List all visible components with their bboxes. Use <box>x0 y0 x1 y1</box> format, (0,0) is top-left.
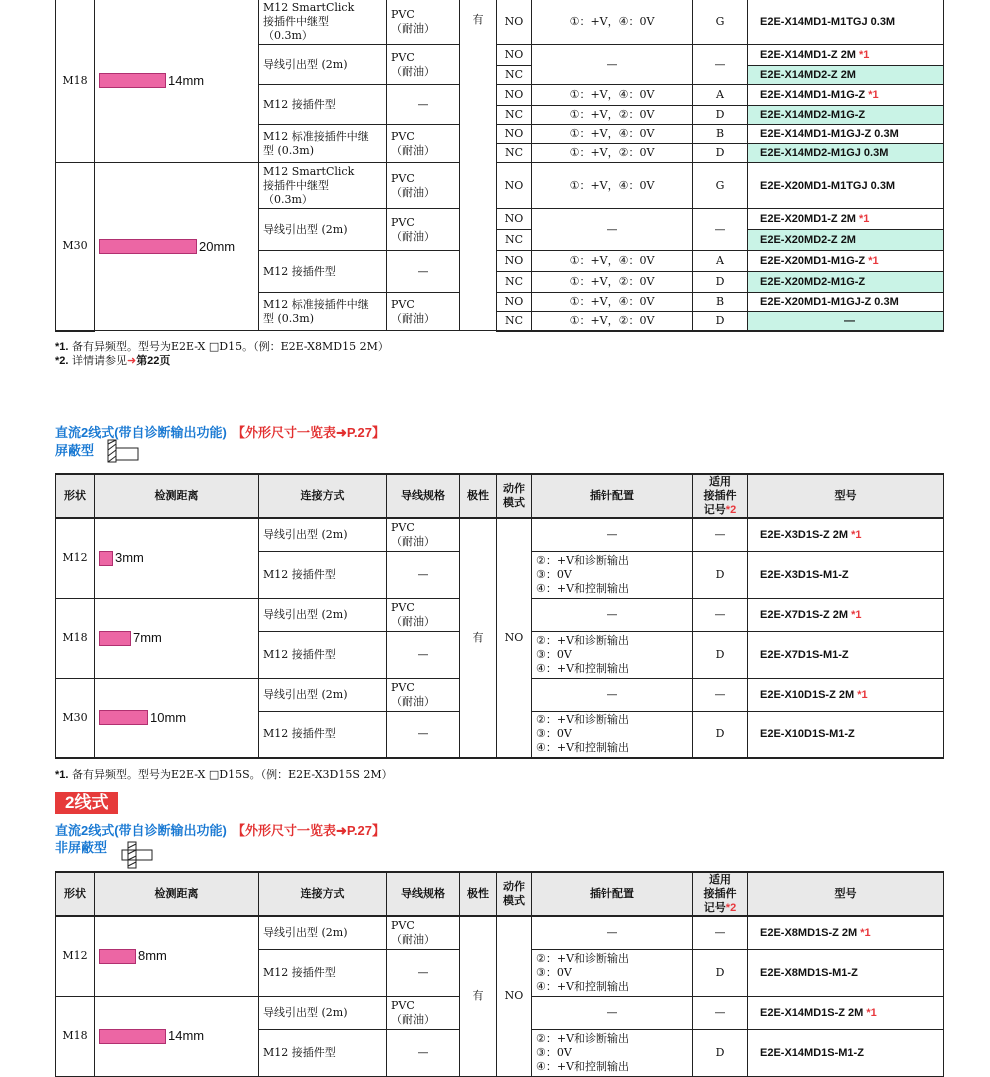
table2-note-mark: *1. <box>55 769 69 781</box>
header-wire: 导线规格 <box>387 474 460 518</box>
polarity-cell: 有 <box>460 916 497 1076</box>
footnote-star: *2 <box>725 504 737 516</box>
model-number: — <box>748 312 944 331</box>
model-number: E2E-X7D1S-Z 2M *1 <box>748 598 944 631</box>
detect-distance <box>95 598 259 678</box>
section3-subtitle-row <box>55 837 107 856</box>
operation-mode: NO <box>497 916 532 1076</box>
connector-mark: D <box>693 106 748 125</box>
connection-type: 导线引出型 (2m) <box>259 209 387 251</box>
model-number: E2E-X8MD1S-M1-Z <box>748 949 944 996</box>
wire-spec: — <box>387 251 460 293</box>
detect-distance <box>95 916 259 996</box>
distance-label: 10mm <box>150 709 187 725</box>
operation-mode: NC <box>497 106 532 125</box>
shape-cell: M18 <box>56 996 95 1076</box>
detect-distance <box>95 163 259 331</box>
shape-cell: M30 <box>56 678 95 758</box>
header-shape: 形状 <box>56 474 95 518</box>
pin-config: ②：+V和诊断输出 ③：0V ④：+V和控制输出 <box>532 711 693 758</box>
pin-config: — <box>532 678 693 711</box>
section2-subtitle-row <box>55 440 94 459</box>
wire-spec: — <box>387 631 460 678</box>
note2-page-link[interactable]: 第22页 <box>136 355 171 367</box>
pin-config: ①：+V，④：0V <box>532 293 693 312</box>
connector-mark: A <box>693 85 748 106</box>
distance-bar <box>99 710 148 725</box>
connection-type: M12 接插件型 <box>259 711 387 758</box>
table2-body <box>56 518 944 758</box>
distance-bar <box>99 1029 166 1044</box>
model-number: E2E-X8MD1S-Z 2M *1 <box>748 916 944 949</box>
pin-config: ①：+V，②：0V <box>532 106 693 125</box>
distance-label: 14mm <box>168 1028 205 1043</box>
section2-title: 直流2线式(带自诊断输出功能) <box>55 425 227 440</box>
wire-spec: PVC （耐油） <box>387 163 460 209</box>
model-number: E2E-X20MD2-M1G-Z <box>748 272 944 293</box>
connection-type: M12 接插件型 <box>259 949 387 996</box>
footnote-star: *1 <box>859 49 870 61</box>
table-dc3wire-cont <box>55 0 944 332</box>
operation-mode: NO <box>497 209 532 230</box>
connection-type: M12 SmartClick 接插件中继型 （0.3m） <box>259 163 387 209</box>
model-number: E2E-X14MD2-M1G-Z <box>748 106 944 125</box>
model-number: E2E-X3D1S-Z 2M *1 <box>748 518 944 551</box>
connector-mark: B <box>693 293 748 312</box>
model-number: E2E-X20MD2-Z 2M <box>748 230 944 251</box>
pin-config: ①：+V，④：0V <box>532 251 693 272</box>
two-wire-badge <box>55 788 118 813</box>
wire-spec: — <box>387 85 460 125</box>
operation-mode: NO <box>497 0 532 45</box>
footnote-star: *1 <box>866 1006 877 1019</box>
footnote-star: *1 <box>851 608 862 621</box>
footnote-star: *1 <box>860 926 871 939</box>
connection-type: 导线引出型 (2m) <box>259 598 387 631</box>
footnote-star: *1 <box>868 89 879 101</box>
pin-config: ①：+V，②：0V <box>532 272 693 293</box>
model-number: E2E-X14MD2-Z 2M <box>748 66 944 85</box>
header-mode: 动作 模式 <box>497 872 532 916</box>
header-pol: 极性 <box>460 872 497 916</box>
shape-cell: M18 <box>56 598 95 678</box>
section3-title: 直流2线式(带自诊断输出功能) <box>55 823 227 838</box>
connector-mark: D <box>693 711 748 758</box>
wire-spec: PVC （耐油） <box>387 678 460 711</box>
model-number: E2E-X14MD1-Z 2M *1 <box>748 45 944 66</box>
model-number: E2E-X14MD1-M1TGJ 0.3M <box>748 0 944 45</box>
footnote-star: *1 <box>857 688 868 701</box>
footnote-star: *1 <box>859 213 870 225</box>
distance-bar <box>99 949 136 964</box>
connector-mark: — <box>693 45 748 85</box>
connector-mark: — <box>693 678 748 711</box>
connection-type: M12 标准接插件中继 型 (0.3m) <box>259 125 387 163</box>
operation-mode: NC <box>497 230 532 251</box>
connection-type: M12 标准接插件中继 型 (0.3m) <box>259 293 387 331</box>
table-row <box>56 916 944 949</box>
detect-distance <box>95 518 259 598</box>
model-number: E2E-X14MD1S-M1-Z <box>748 1029 944 1076</box>
connection-type: 导线引出型 (2m) <box>259 996 387 1029</box>
table-shielded <box>55 473 944 759</box>
header-model: 型号 <box>748 474 944 518</box>
polarity-cell: 有 <box>460 0 497 331</box>
model-number: E2E-X7D1S-M1-Z <box>748 631 944 678</box>
distance-label: 14mm <box>168 72 205 88</box>
distance-bar <box>99 239 197 254</box>
operation-mode: NO <box>497 293 532 312</box>
pin-config: ①：+V，④：0V <box>532 85 693 106</box>
model-number: E2E-X14MD1S-Z 2M *1 <box>748 996 944 1029</box>
table2-note <box>55 766 393 782</box>
distance-bar <box>99 631 131 646</box>
section2-dimension-link[interactable]: 【外形尺寸一览表➜P.27】 <box>231 425 385 440</box>
table2-note-text: 备有异频型。型号为E2E-X □D15S。（例：E2E-X3D15S 2M） <box>71 768 393 781</box>
connector-mark: D <box>693 551 748 598</box>
header-pin: 插针配置 <box>532 872 693 916</box>
operation-mode: NC <box>497 272 532 293</box>
operation-mode: NO <box>497 518 532 758</box>
operation-mode: NO <box>497 163 532 209</box>
operation-mode: NO <box>497 125 532 144</box>
shape-cell: M30 <box>56 163 95 331</box>
connector-mark: — <box>693 518 748 551</box>
note1-text: 备有异频型。型号为E2E-X □D15。（例：E2E-X8MD15 2M） <box>71 340 389 353</box>
model-number: E2E-X14MD1-M1G-Z *1 <box>748 85 944 106</box>
wire-spec: PVC （耐油） <box>387 293 460 331</box>
detect-distance <box>95 678 259 758</box>
header-model: 型号 <box>748 872 944 916</box>
footnote-star: *1 <box>851 528 862 541</box>
header-dist: 检测距离 <box>95 474 259 518</box>
distance-label: 20mm <box>199 238 236 254</box>
header-dist: 检测距离 <box>95 872 259 916</box>
connector-mark: D <box>693 144 748 163</box>
table2-header <box>56 474 944 518</box>
section2-heading <box>55 422 385 441</box>
pin-config: ②：+V和诊断输出 ③：0V ④：+V和控制输出 <box>532 551 693 598</box>
table1-notes <box>55 340 389 368</box>
pin-config: — <box>532 518 693 551</box>
header-wire: 导线规格 <box>387 872 460 916</box>
detect-distance <box>95 996 259 1076</box>
connection-type: 导线引出型 (2m) <box>259 518 387 551</box>
wire-spec: — <box>387 551 460 598</box>
header-connector-mark: 适用 接插件 记号*2 <box>693 474 748 518</box>
distance-bar <box>99 551 113 566</box>
distance-label: 7mm <box>133 630 162 645</box>
polarity-cell: 有 <box>460 518 497 758</box>
connector-mark: A <box>693 251 748 272</box>
operation-mode: NO <box>497 251 532 272</box>
arrow-icon: ➜ <box>126 354 137 367</box>
note1-mark: *1. <box>55 341 69 353</box>
connector-mark: G <box>693 0 748 45</box>
table-row <box>56 163 944 209</box>
model-number: E2E-X14MD1-M1GJ-Z 0.3M <box>748 125 944 144</box>
table-unshielded <box>55 871 944 1077</box>
pin-config: — <box>532 45 693 85</box>
pin-config: ②：+V和诊断输出 ③：0V ④：+V和控制输出 <box>532 949 693 996</box>
shape-cell: M12 <box>56 916 95 996</box>
wire-spec: — <box>387 1029 460 1076</box>
pin-config: — <box>532 996 693 1029</box>
operation-mode: NO <box>497 85 532 106</box>
header-row <box>56 872 944 916</box>
note2-mark: *2. <box>55 355 69 367</box>
wire-spec: PVC （耐油） <box>387 125 460 163</box>
pin-config: — <box>532 209 693 251</box>
connection-type: M12 接插件型 <box>259 551 387 598</box>
operation-mode: NO <box>497 45 532 66</box>
footnote-star: *2 <box>725 902 737 914</box>
pin-config: ①：+V，④：0V <box>532 125 693 144</box>
wire-spec: — <box>387 711 460 758</box>
connector-mark: — <box>693 209 748 251</box>
model-number: E2E-X20MD1-Z 2M *1 <box>748 209 944 230</box>
header-mode: 动作 模式 <box>497 474 532 518</box>
distance-label: 3mm <box>115 550 144 566</box>
header-conn: 连接方式 <box>259 474 387 518</box>
operation-mode: NC <box>497 312 532 331</box>
wire-spec: PVC （耐油） <box>387 209 460 251</box>
table3-body <box>56 916 944 1076</box>
table1-body <box>56 0 944 331</box>
header-conn: 连接方式 <box>259 872 387 916</box>
connector-mark: D <box>693 949 748 996</box>
connector-mark: D <box>693 272 748 293</box>
pin-config: — <box>532 598 693 631</box>
distance-label: 8mm <box>138 948 167 964</box>
section3-subtitle: 非屏蔽型 <box>55 840 108 855</box>
model-number: E2E-X14MD2-M1GJ 0.3M <box>748 144 944 163</box>
connection-type: 导线引出型 (2m) <box>259 45 387 85</box>
operation-mode: NC <box>497 144 532 163</box>
connector-mark: D <box>693 312 748 331</box>
connector-mark: D <box>693 1029 748 1076</box>
header-connector-mark: 适用 接插件 记号*2 <box>693 872 748 916</box>
pin-config: — <box>532 916 693 949</box>
pin-config: ②：+V和诊断输出 ③：0V ④：+V和控制输出 <box>532 1029 693 1076</box>
pin-config: ①：+V，④：0V <box>532 163 693 209</box>
connector-mark: — <box>693 996 748 1029</box>
connection-type: M12 接插件型 <box>259 85 387 125</box>
wire-spec: PVC （耐油） <box>387 518 460 551</box>
header-shape: 形状 <box>56 872 95 916</box>
connector-mark: G <box>693 163 748 209</box>
model-number: E2E-X10D1S-M1-Z <box>748 711 944 758</box>
distance-bar <box>99 73 166 88</box>
connection-type: M12 接插件型 <box>259 251 387 293</box>
table-row <box>56 518 944 551</box>
connector-mark: — <box>693 598 748 631</box>
wire-spec: — <box>387 949 460 996</box>
connector-mark: — <box>693 916 748 949</box>
connection-type: M12 SmartClick 接插件中继型 （0.3m） <box>259 0 387 45</box>
model-number: E2E-X10D1S-Z 2M *1 <box>748 678 944 711</box>
operation-mode: NC <box>497 66 532 85</box>
model-number: E2E-X20MD1-M1G-Z *1 <box>748 251 944 272</box>
detect-distance <box>95 0 259 163</box>
pin-config: ①：+V，②：0V <box>532 144 693 163</box>
model-number: E2E-X20MD1-M1TGJ 0.3M <box>748 163 944 209</box>
table-row <box>56 0 944 45</box>
footnote-star: *1 <box>868 255 879 267</box>
wire-spec: PVC （耐油） <box>387 916 460 949</box>
two-wire-badge-label: 2线式 <box>55 792 118 814</box>
connector-mark: D <box>693 631 748 678</box>
pin-config: ①：+V，④：0V <box>532 0 693 45</box>
table3-header <box>56 872 944 916</box>
pin-config: ①：+V，②：0V <box>532 312 693 331</box>
pin-config: ②：+V和诊断输出 ③：0V ④：+V和控制输出 <box>532 631 693 678</box>
shielded-sensor-icon <box>106 438 140 464</box>
wire-spec: PVC （耐油） <box>387 598 460 631</box>
connection-type: 导线引出型 (2m) <box>259 678 387 711</box>
header-row <box>56 474 944 518</box>
section2-subtitle: 屏蔽型 <box>55 443 95 458</box>
wire-spec: PVC （耐油） <box>387 996 460 1029</box>
connection-type: M12 接插件型 <box>259 1029 387 1076</box>
header-pol: 极性 <box>460 474 497 518</box>
shape-cell: M18 <box>56 0 95 163</box>
section3-dimension-link[interactable]: 【外形尺寸一览表➜P.27】 <box>231 823 385 838</box>
shape-cell: M12 <box>56 518 95 598</box>
model-number: E2E-X20MD1-M1GJ-Z 0.3M <box>748 293 944 312</box>
model-number: E2E-X3D1S-M1-Z <box>748 551 944 598</box>
wire-spec: PVC （耐油） <box>387 45 460 85</box>
wire-spec: PVC （耐油） <box>387 0 460 45</box>
connection-type: 导线引出型 (2m) <box>259 916 387 949</box>
connection-type: M12 接插件型 <box>259 631 387 678</box>
unshielded-sensor-icon <box>120 840 156 870</box>
connector-mark: B <box>693 125 748 144</box>
header-pin: 插针配置 <box>532 474 693 518</box>
note2-text: 详情请参见 <box>71 354 127 367</box>
